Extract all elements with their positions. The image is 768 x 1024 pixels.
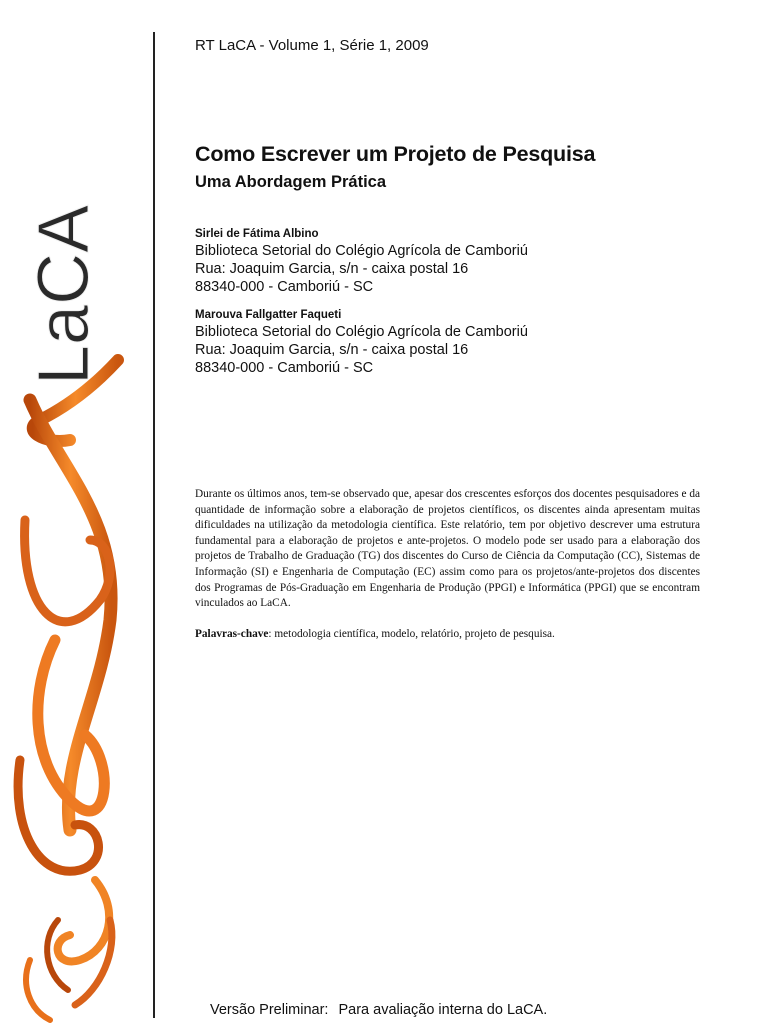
preliminary-version-note <box>210 1002 547 1018</box>
paper-title: Como Escrever um Projeto de Pesquisa <box>195 142 596 166</box>
report-series-header: RT LaCA - Volume 1, Série 1, 2009 <box>195 37 429 54</box>
keywords-label: Palavras-chave <box>195 628 269 640</box>
paper-subtitle: Uma Abordagem Prática <box>195 173 387 191</box>
laca-logo-artwork <box>0 0 154 1024</box>
author-city: 88340-000 - Camboriú - SC <box>195 279 374 295</box>
author-affiliation: Biblioteca Setorial do Colégio Agrícola de Camboriú <box>195 243 528 259</box>
margin-divider-line <box>153 32 155 1018</box>
svg-text:LaCA: LaCA <box>24 204 104 385</box>
abstract-text: Durante os últimos anos, tem-se observado que, apesar dos crescentes esforços dos docentes pesquisadores e da quantidade de informação sobre a elaboração de projetos científicos, os discentes ainda apresentam muitas dificuldades na utilização da metodologia científica. Este relatório, tem por objetivo descrever uma estrutura fundamental para a elaboração de projetos e ante-projetos. O modelo pode ser usado para a elaboração dos projetos de Trabalho de Graduação (TG) dos discentes do Curso de Ciência da Computação (CC), Sistemas de Informação (SI) e Engenharia de Computação (EC) assim como para os projetos/ante-projetos dos discentes dos Programas de Pós-Graduação em Engenharia de Produção (PPGI) e Informática (PPGI) que se encontram vinculados ao LaCA. <box>195 488 700 610</box>
keywords-line <box>195 627 700 643</box>
author-affiliation: Biblioteca Setorial do Colégio Agrícola de Camboriú <box>195 324 528 340</box>
author-name: Sirlei de Fátima Albino <box>195 228 319 240</box>
author-name: Marouva Fallgatter Faqueti <box>195 309 342 321</box>
author-address: Rua: Joaquim Garcia, s/n - caixa postal 16 <box>195 342 469 358</box>
footer-text: Para avaliação interna do LaCA. <box>338 1002 548 1018</box>
author-city: 88340-000 - Camboriú - SC <box>195 360 374 376</box>
keywords-text: : metodologia científica, modelo, relatório, projeto de pesquisa. <box>268 628 555 640</box>
author-block-1 <box>195 228 528 296</box>
footer-label: Versão Preliminar: <box>210 1002 329 1018</box>
author-address: Rua: Joaquim Garcia, s/n - caixa postal 16 <box>195 261 469 277</box>
author-block-2 <box>195 309 528 377</box>
